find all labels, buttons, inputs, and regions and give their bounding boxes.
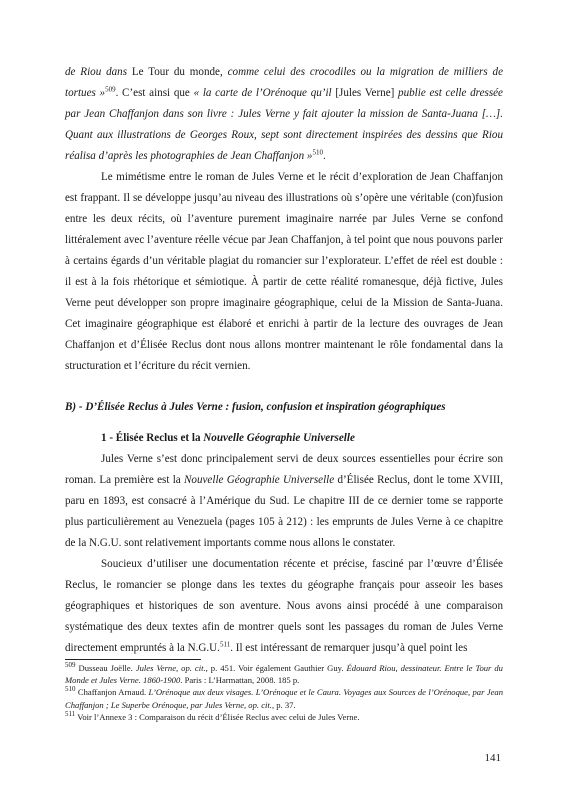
text-span: . C’est ainsi que <box>115 87 194 99</box>
footnote-number: 511 <box>65 709 76 718</box>
italic-span: , comme celui des crocodiles ou la migration de milliers de tortues » <box>65 66 503 99</box>
book-title: Nouvelle Géographie Universelle <box>184 474 335 486</box>
paragraph-quote <box>65 62 503 167</box>
subsection-title: Nouvelle Géographie Universelle <box>203 432 355 444</box>
text-span: d’Élisée Reclus, dont le tome XVIII, paru en 1893, est consacré à l’Amérique du Sud. Le chapitre III de ce dernier tome se rapporte plus particulièrement au Venezuela (pages 105 à 212) : les emprunts de Jules Verne à ce chapitre de la N.G.U. sont relativement importants comme nous allons le constater. <box>65 474 503 549</box>
text-span: . Il est intéressant de remarquer jusqu’à quel point les <box>230 642 468 654</box>
section-heading-b: B) - D’Élisée Reclus à Jules Verne : fusion, confusion et inspiration géographiques <box>65 401 446 413</box>
text-span: Soucieux d’utiliser une documentation récente et précise, fasciné par l’œuvre d’Élisée Reclus, le romancier se plonge dans les textes du géographe français pour asseoir les bases géographiques et historiques de son aventure. Nous avons ainsi procédé à une comparaison systématique des deux textes afin de montrer quels sont les passages du roman de Jules Verne directement empruntés à la N.G.U. <box>65 558 503 654</box>
page-number: 141 <box>484 752 501 764</box>
text-span: . <box>322 150 326 162</box>
italic-span: « la carte de l’Orénoque qu’il <box>193 87 336 99</box>
footnote-number: 509 <box>65 661 76 670</box>
text-span: Dusseau Joëlle. <box>75 663 136 673</box>
italic-span: L’Orénoque aux deux visages. L’Orénoque et le Caura. Voyages aux Sources de l’Orénoque, par Jean Chaffanjon ; Le Superbe Orénoque, par Jules Verne, op. cit. <box>65 687 503 710</box>
footnote-ref-511[interactable]: 511 <box>219 640 231 649</box>
paragraph-sources <box>65 449 503 554</box>
footnote-ref-509[interactable]: 509 <box>105 85 116 94</box>
text-span: , p. 451. Voir également Gauthier Guy. <box>205 663 347 673</box>
subsection-heading-1 <box>65 428 503 449</box>
footnote-510 <box>65 686 503 710</box>
italic-span: Jules Verne, op. cit. <box>135 663 206 673</box>
footnotes <box>65 662 503 723</box>
text-span: . Paris : L’Harmattan, 2008. 185 p. <box>180 675 300 686</box>
footnote-separator <box>65 659 201 660</box>
italic-span: Édouard Riou, dessinateur. Entre le Tour du Monde et Jules Verne. 1860-1900 <box>65 663 503 686</box>
footnote-ref-510[interactable]: 510 <box>312 148 323 157</box>
footnote-509 <box>65 662 503 686</box>
text-span: Jules Verne s’est donc principalement servi de deux sources essentielles pour écrire son roman. La première est la <box>65 453 503 486</box>
text-span: Chaffanjon Arnaud. <box>75 687 149 698</box>
bracket-insert: [Jules Verne] <box>335 87 395 99</box>
body-text <box>65 62 503 659</box>
journal-title: Le Tour du monde <box>131 66 220 78</box>
text-span: Voir l’Annexe 3 : Comparaison du récit d’Élisée Reclus avec celui de Jules Verne. <box>75 711 360 722</box>
text-span: , p. 37. <box>271 699 296 710</box>
subsection-prefix: 1 - Élisée Reclus et la <box>101 432 204 444</box>
paragraph-mimetisme: Le mimétisme entre le roman de Jules Verne et le récit d’exploration de Jean Chaffanjon est frappant. Il se développe jusqu’au niveau des illustrations où s’opère une véritable (con)fusion entre les deux récits, où l’aventure purement imaginaire narrée par Jules Verne se confond littéralement avec l’aventure réelle vécue par Jean Chaffanjon, à tel point que nous pouvons parler à certains égards d’un véritable plagiat du romancier sur l’explorateur. L’effet de réel est double : il est à la fois rhétorique et sémiotique. À partir de cette réalité romanesque, déjà fictive, Jules Verne peut développer son propre imaginaire géographique, celui de la Mission de Santa-Juana. Cet imaginaire géographique est élaboré et enrichi à partir de la lecture des ouvrages de Jean Chaffanjon et d’Élisée Reclus dont nous allons montrer maintenant le rôle fondamental dans la structuration et l’écriture du récit vernien. <box>65 171 503 372</box>
italic-span: de Riou dans <box>65 66 132 78</box>
footnote-511 <box>65 711 503 723</box>
paragraph-documentation <box>65 554 503 659</box>
italic-span: publie est celle dressée par Jean Chaffanjon dans son livre : Jules Verne y fait ajouter la mission de Santa-Juana […]. Quant aux illustrations de Georges Roux, sept sont directement inspirées des dessins que Riou réalisa d’après les photographies de Jean Chaffanjon » <box>65 87 503 162</box>
footnote-number: 510 <box>65 685 76 694</box>
